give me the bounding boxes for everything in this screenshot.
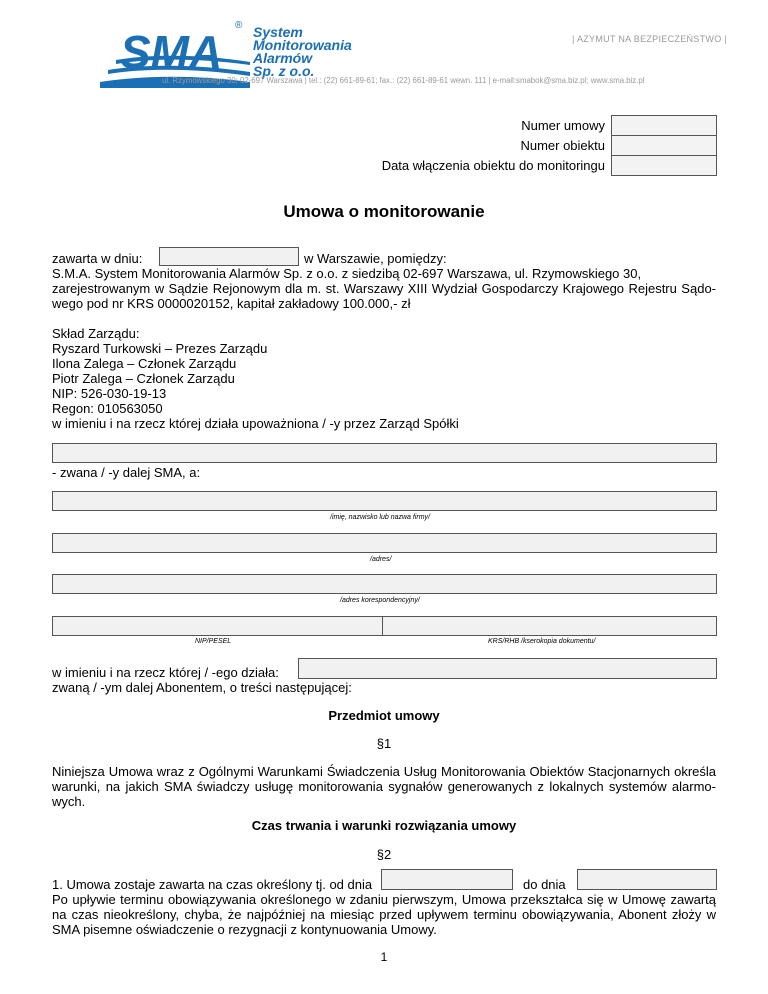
company-name-line-3: Alarmów xyxy=(253,50,313,66)
board-heading: Skład Zarządu: xyxy=(52,326,140,341)
svg-text:SMA: SMA xyxy=(120,26,223,78)
board-nip: NIP: 526-030-19-13 xyxy=(52,386,167,401)
company-name-line-2: Monitorowania xyxy=(253,37,352,53)
section2-line-2: Po upływie terminu obowiązywania określonego w zdaniu pierwszym, Umowa przekształca się w Umowę zawartą xyxy=(52,892,716,907)
contract-number-label: Numer umowy xyxy=(521,118,605,133)
section1-paragraph-sign: §1 xyxy=(376,736,392,751)
registered-line-1: zarejestrowanym w Sądzie Rejonowym dla m. st. Warszawy XIII Wydział Gospodarczy Krajowego Rejestru Sądo- xyxy=(52,281,716,296)
company-name-line-1: System xyxy=(253,24,303,40)
section2-point1-start: 1. Umowa zostaje zawarta na czas określony tj. od dnia xyxy=(52,877,373,892)
contract-date-field[interactable] xyxy=(159,247,299,266)
nip-pesel-field[interactable] xyxy=(52,616,383,636)
representation-text: w imieniu i na rzecz której działa upoważniona / -y przez Zarząd Spółki xyxy=(52,416,459,431)
object-number-label: Numer obiektu xyxy=(520,138,605,153)
called-subscriber-text: zwaną / -ym dalej Abonentem, o treści następującej: xyxy=(52,680,352,695)
section2-until-text: do dnia xyxy=(523,877,566,892)
section1-text-line-1: Niniejsza Umowa wraz z Ogólnymi Warunkami Świadczenia Usług Monitorowania Obiektów Stacjonarnych określa xyxy=(52,764,716,779)
company-name-block xyxy=(253,26,352,78)
section2-line-4: SMA pisemne oświadczenie o rezygnacji z kontynuowania Umowy. xyxy=(52,922,437,937)
board-member-2: Ilona Zalega – Członek Zarządu xyxy=(52,356,237,371)
section2-heading: Czas trwania i warunki rozwiązania umowy xyxy=(251,818,517,833)
correspondence-address-field[interactable] xyxy=(52,574,717,594)
subscriber-name-label: /imię, nazwisko lub nazwa firmy/ xyxy=(330,514,430,521)
acting-for-text: w imieniu i na rzecz której / -ego działa: xyxy=(52,665,279,680)
page-title: Umowa o monitorowanie xyxy=(283,202,485,221)
object-number-field[interactable] xyxy=(611,135,717,156)
board-member-3: Piotr Zalega – Członek Zarządu xyxy=(52,371,235,386)
acting-person-field[interactable] xyxy=(298,658,717,679)
section2-line-3: na czas nieokreślony, chyba, że najpóźniej na miesiąc przed upływem terminu obowiązywania, Abonent złoży w xyxy=(52,907,716,922)
representative-field[interactable] xyxy=(52,443,717,463)
monitoring-date-label: Data włączenia obiektu do monitoringu xyxy=(381,158,605,173)
registered-line-2: wego pod nr KRS 0000020152, kapitał zakładowy 100.000,- zł xyxy=(52,296,411,311)
in-warsaw-text: w Warszawie, pomiędzy: xyxy=(304,251,447,266)
board-member-1: Ryszard Turkowski – Prezes Zarządu xyxy=(52,341,268,356)
board-regon: Regon: 010563050 xyxy=(52,401,163,416)
concluded-on-label: zawarta w dniu: xyxy=(52,251,143,266)
krs-field[interactable] xyxy=(382,616,717,636)
subscriber-address-field[interactable] xyxy=(52,533,717,553)
registered-mark: ® xyxy=(235,20,243,31)
start-date-field[interactable] xyxy=(381,869,513,890)
company-line: S.M.A. System Monitorowania Alarmów Sp. z o.o. z siedzibą 02-697 Warszawa, ul. Rzymowskiego 30, xyxy=(52,266,642,281)
page-number: 1 xyxy=(380,950,388,964)
company-address-line: ul. Rzymowskiego 30; 02-697 Warszawa | tel.: (22) 661-89-61; fax.: (22) 661-89-61 wewn. 111 | e-mail:smabok@sma.biz.pl; www.sma.biz.pl xyxy=(162,76,645,85)
section1-text-line-3: wych. xyxy=(52,794,86,809)
section1-heading: Przedmiot umowy xyxy=(328,708,440,723)
krs-label: KRS/RHB /kserokopia dokumentu/ xyxy=(488,638,596,645)
slogan: | AZYMUT NA BEZPIECZEŃSTWO | xyxy=(572,34,727,44)
contract-number-field[interactable] xyxy=(611,115,717,136)
subscriber-address-label: /adres/ xyxy=(370,556,392,563)
called-sma-text: - zwana / -y dalej SMA, a: xyxy=(52,465,201,480)
section1-text-line-2: warunki, na jakich SMA świadczy usługę monitorowania sygnałów generowanych z lokalnych systemów alarmo- xyxy=(52,779,716,794)
correspondence-address-label: /adres korespondencyjny/ xyxy=(340,597,420,604)
subscriber-name-field[interactable] xyxy=(52,491,717,511)
section2-paragraph-sign: §2 xyxy=(376,847,392,862)
monitoring-date-field[interactable] xyxy=(611,155,717,176)
company-name-line-4: Sp. z o.o. xyxy=(253,63,315,79)
nip-pesel-label: NIP/PESEL xyxy=(195,638,232,645)
end-date-field[interactable] xyxy=(577,869,717,890)
